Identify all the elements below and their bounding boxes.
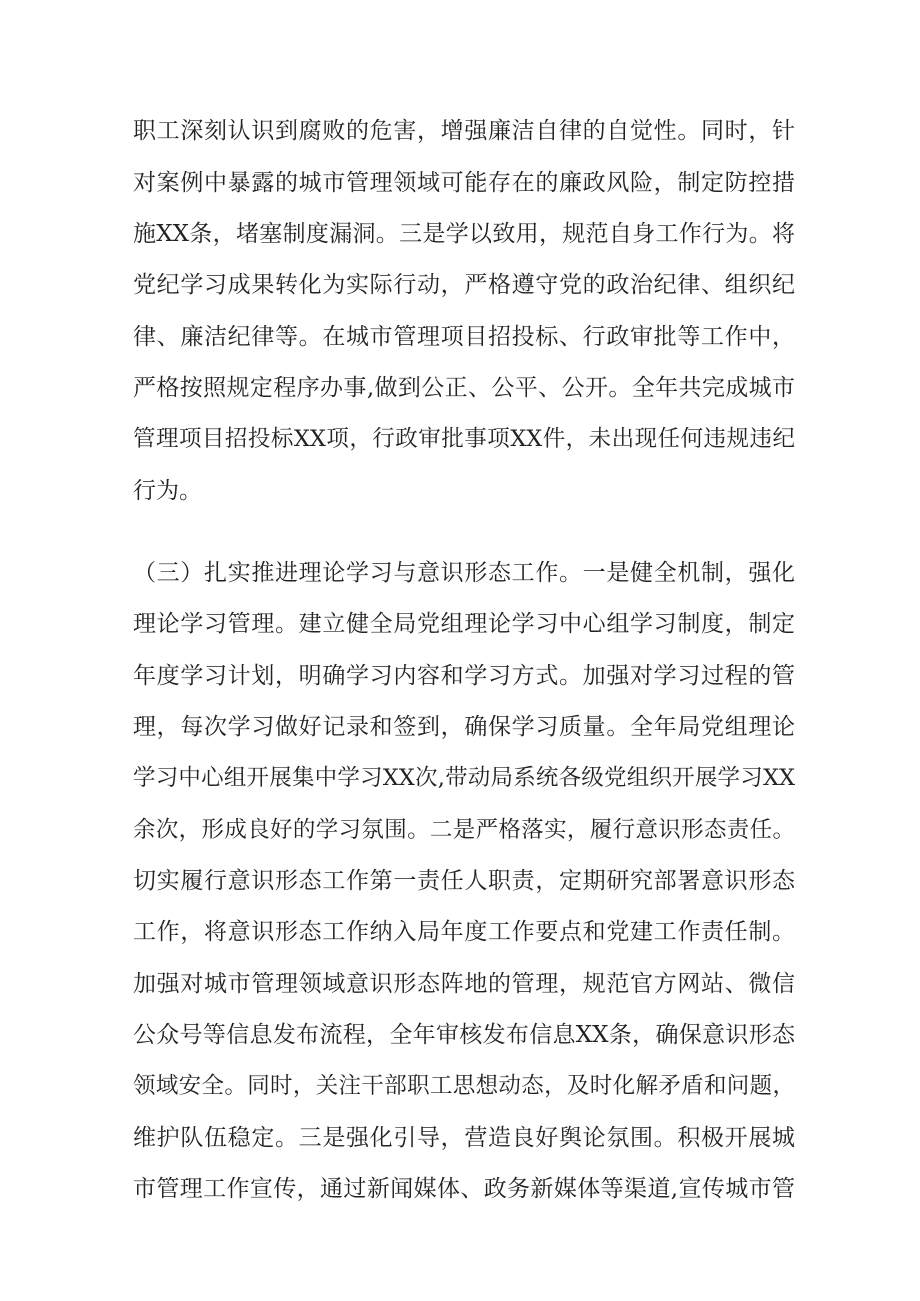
paragraph-line: 施XX条，堵塞制度漏洞。三是学以致用，规范自身工作行为。将 bbox=[133, 221, 795, 247]
paragraph-line: 管理项目招投标XX项，行政审批事项XX件，未出现任何违规违纪 bbox=[133, 426, 795, 452]
paragraph-line: 切实履行意识形态工作第一责任人职责，定期研究部署意识形态 bbox=[133, 868, 795, 894]
paragraph-line: 余次，形成良好的学习氛围。二是严格落实，履行意识形态责任。 bbox=[133, 817, 795, 843]
paragraph-line: 工作，将意识形态工作纳入局年度工作要点和党建工作责任制。 bbox=[133, 919, 795, 945]
paragraph-line: 学习中心组开展集中学习XX次,带动局系统各级党组织开展学习XX bbox=[133, 765, 795, 791]
paragraph-line: 领域安全。同时，关注干部职工思想动态，及时化解矛盾和问题， bbox=[133, 1073, 795, 1099]
paragraph-line: 严格按照规定程序办事,做到公正、公平、公开。全年共完成城市 bbox=[133, 375, 795, 401]
paragraph-line: 维护队伍稳定。三是强化引导，营造良好舆论氛围。积极开展城 bbox=[133, 1125, 795, 1151]
paragraph-line: 党纪学习成果转化为实际行动，严格遵守党的政治纪律、组织纪 bbox=[133, 272, 795, 298]
paragraph-line: 行为。 bbox=[133, 478, 202, 504]
paragraph-line: 公众号等信息发布流程，全年审核发布信息XX条，确保意识形态 bbox=[133, 1022, 795, 1048]
paragraph-line: 律、廉洁纪律等。在城市管理项目招投标、行政审批等工作中， bbox=[133, 324, 795, 350]
paragraph-line: 理，每次学习做好记录和签到，确保学习质量。全年局党组理论 bbox=[133, 714, 795, 740]
paragraph-line: 对案例中暴露的城市管理领域可能存在的廉政风险，制定防控措 bbox=[133, 170, 795, 196]
paragraph-line: 年度学习计划，明确学习内容和学习方式。加强对学习过程的管 bbox=[133, 663, 795, 689]
paragraph-line: 理论学习管理。建立健全局党组理论学习中心组学习制度，制定 bbox=[133, 611, 795, 637]
paragraph-line: 加强对城市管理领域意识形态阵地的管理，规范官方网站、微信 bbox=[133, 971, 795, 997]
paragraph-line: 市管理工作宣传，通过新闻媒体、政务新媒体等渠道,宣传城市管 bbox=[133, 1176, 795, 1202]
paragraph-line: 职工深刻认识到腐败的危害，增强廉洁自律的自觉性。同时，针 bbox=[133, 118, 795, 144]
section-heading-line: （三）扎实推进理论学习与意识形态工作。一是健全机制，强化 bbox=[133, 560, 795, 586]
